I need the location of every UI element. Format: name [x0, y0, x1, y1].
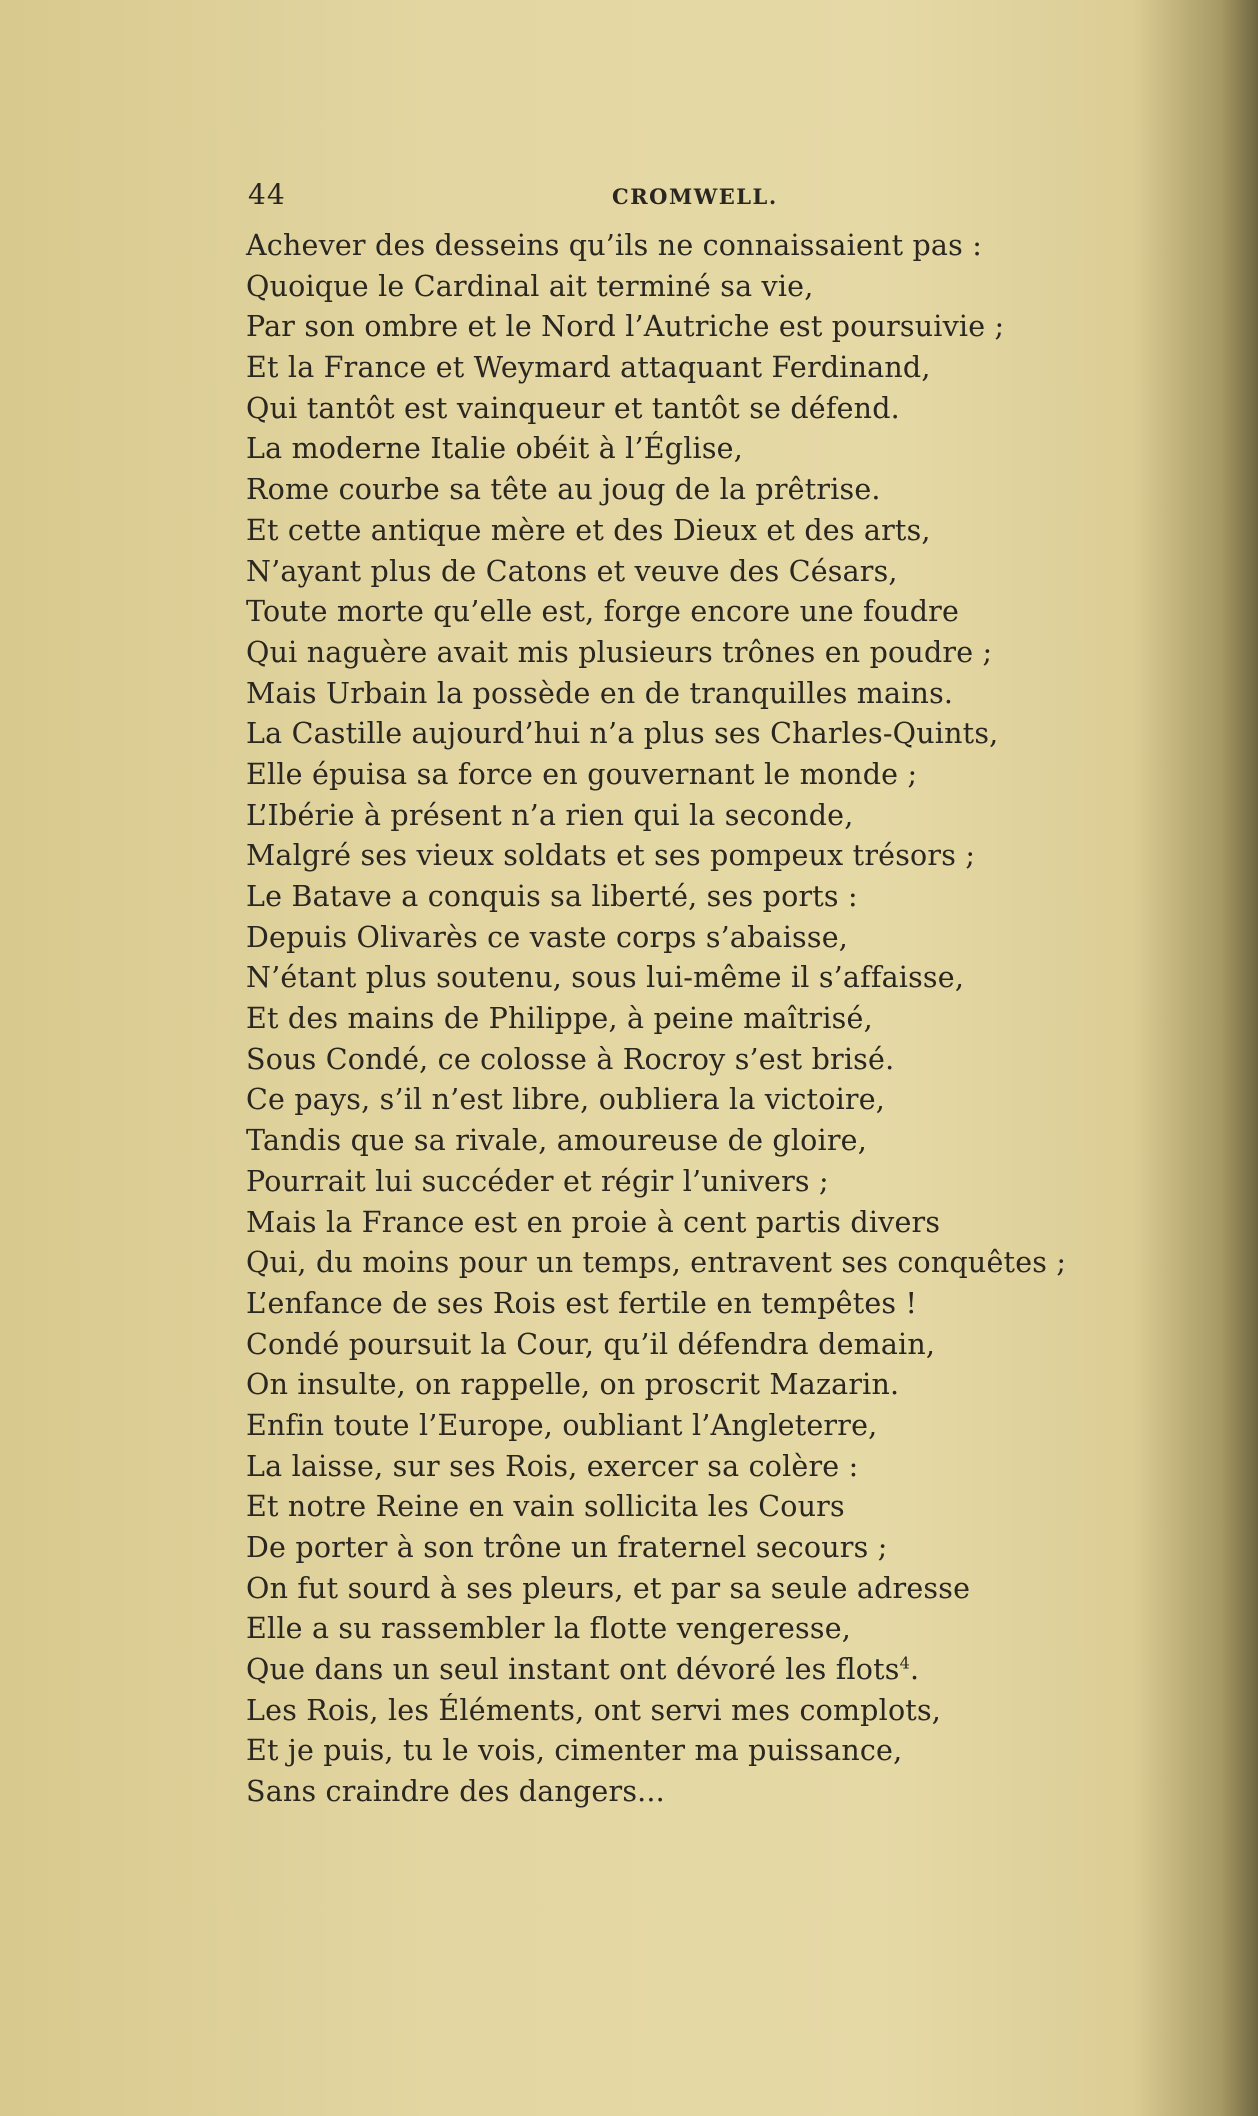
verse-line: Achever des desseins qu’ils ne connaissaient pas :	[246, 229, 982, 262]
verse-line: Et je puis, tu le vois, cimenter ma puissance,	[246, 1734, 903, 1768]
footnote-ref: 4	[899, 1653, 911, 1673]
verse-line: Toute morte qu’elle est, forge encore une foudre	[246, 595, 960, 629]
verse-line: Les Rois, les Éléments, ont servi mes complots,	[246, 1693, 942, 1727]
verse-line: On insulte, on rappelle, on proscrit Mazarin.	[246, 1368, 900, 1402]
verse-line: Tandis que sa rivale, amoureuse de gloire,	[246, 1124, 867, 1158]
verse-line: Que dans un seul instant ont dévoré les flots$^4$.	[246, 1653, 920, 1687]
verse-line: La moderne Italie obéit à l’Église,	[246, 432, 743, 466]
verse-line: Condé poursuit la Cour, qu’il défendra demain,	[246, 1327, 936, 1361]
line-end-punctuation: .	[910, 1653, 920, 1687]
running-title: CROMWELL.	[612, 184, 778, 209]
verse-line: Qui tantôt est vainqueur et tantôt se défend.	[246, 391, 900, 425]
verse-line: L’Ibérie à présent n’a rien qui la seconde,	[246, 798, 854, 832]
verse-line: Enfin toute l’Europe, oubliant l’Angleterre,	[246, 1408, 878, 1442]
verse-line: Et des mains de Philippe, à peine maîtrisé,	[246, 1002, 873, 1036]
verse-line: Malgré ses vieux soldats et ses pompeux trésors ;	[246, 839, 976, 873]
verse-line: L’enfance de ses Rois est fertile en tempêtes !	[246, 1286, 918, 1320]
verse-line: Elle a su rassembler la flotte vengeresse,	[246, 1612, 852, 1646]
page-header	[248, 178, 788, 218]
verse-line: Ce pays, s’il n’est libre, oubliera la victoire,	[246, 1083, 886, 1117]
verse-line: Mais Urbain la possède en de tranquilles mains.	[246, 676, 954, 710]
verse-line: On fut sourd à ses pleurs, et par sa seule adresse	[246, 1571, 971, 1605]
verse-line: N’ayant plus de Catons et veuve des Césars,	[246, 554, 898, 588]
verse-line: Le Batave a conquis sa liberté, ses ports :	[246, 880, 858, 913]
verse-line: Qui, du moins pour un temps, entravent ses conquêtes ;	[246, 1246, 1067, 1280]
verse-line: Et la France et Weymard attaquant Ferdinand,	[246, 351, 931, 385]
page-number: 44	[248, 178, 286, 211]
verse-line: N’étant plus soutenu, sous lui-même il s’affaisse,	[246, 961, 965, 995]
verse-line: Quoique le Cardinal ait terminé sa vie,	[246, 269, 814, 303]
verse-line: Sous Condé, ce colosse à Rocroy s’est brisé.	[246, 1042, 895, 1076]
verse-line: Par son ombre et le Nord l’Autriche est poursuivie ;	[246, 310, 1005, 344]
verse-line: Rome courbe sa tête au joug de la prêtrise.	[246, 473, 881, 507]
verse-line: La Castille aujourd’hui n’a plus ses Charles-Quints,	[246, 717, 999, 751]
verse-line: Et cette antique mère et des Dieux et des arts,	[246, 513, 931, 547]
verse-line: Depuis Olivarès ce vaste corps s’abaisse,	[246, 920, 849, 954]
verse-line: Et notre Reine en vain sollicita les Cours	[246, 1490, 845, 1524]
verse-line: Elle épuisa sa force en gouvernant le monde ;	[246, 757, 918, 791]
verse-line: La laisse, sur ses Rois, exercer sa colère :	[246, 1449, 859, 1483]
verse-line: Qui naguère avait mis plusieurs trônes en poudre ;	[246, 635, 993, 669]
verse-line: Sans craindre des dangers...	[246, 1775, 665, 1809]
verse-block	[246, 226, 1066, 1813]
verse-line: De porter à son trône un fraternel secours ;	[246, 1531, 888, 1564]
verse-line: Pourrait lui succéder et régir l’univers ;	[246, 1164, 829, 1198]
verse-line: Mais la France est en proie à cent partis divers	[246, 1205, 941, 1239]
